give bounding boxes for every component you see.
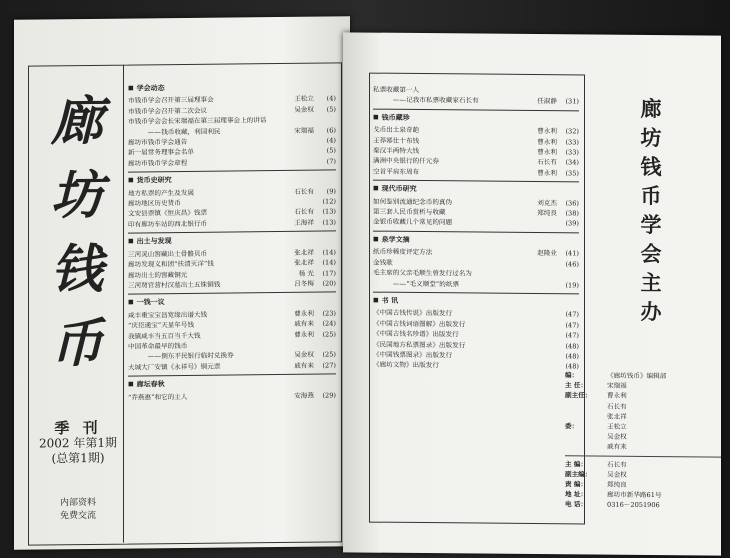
section-title: 货币史研究 (136, 176, 172, 185)
entry-author: 戚有来 (294, 361, 314, 370)
entry-page: (14) (322, 258, 336, 267)
entry-title: 廊坊发现义和团“扶清灭洋”钱 (128, 259, 214, 269)
staff-role: 主 任： (565, 381, 588, 390)
internal-line: 内部资料 (59, 497, 96, 509)
entry-page: (47) (565, 310, 579, 319)
entry-page: (48) (565, 352, 579, 361)
cover-title-char: 币 (50, 313, 105, 375)
entry-author: 赵隆业 (537, 249, 557, 258)
staff-role: 编： (565, 371, 579, 380)
staff-role: 委： (565, 422, 579, 431)
toc-section-heading (373, 108, 579, 124)
entry-title: 金钱歌 (373, 258, 393, 267)
section-title: 廊坛春秋 (136, 380, 165, 389)
entry-title: 《廊坊文物》出版发行 (373, 360, 439, 370)
entry-title: 廊坊市钱币学会通告 (128, 137, 188, 147)
entry-author: 王海祥 (294, 218, 314, 227)
publisher-title (639, 95, 663, 327)
entry-author: 曹永利 (537, 148, 557, 157)
section-mark-icon: ■ (128, 380, 134, 388)
entry-title: 《中国古钱词语图解》出版发行 (373, 319, 466, 329)
publisher-block (595, 95, 711, 328)
toc-section-heading (373, 230, 579, 246)
entry-title: 金银币收藏几个常见的问题 (373, 218, 453, 227)
entry-title: 地方私票的产生及发展 (128, 188, 194, 198)
section-title: 钱币藏珍 (381, 113, 410, 122)
internal-line: 免费交流 (59, 510, 96, 522)
staff-name: 郑纯良 (607, 480, 627, 489)
entry-author: 曹永利 (537, 137, 557, 146)
entry-page: (24) (322, 319, 336, 328)
entry-title: 印有廊坊车站的西北银行币 (128, 219, 208, 229)
left-toc (128, 78, 336, 402)
entry-author: 石长有 (294, 208, 314, 217)
entry-author: 戚有来 (294, 319, 314, 328)
entry-page (557, 86, 579, 97)
entry-author: 吴金权 (294, 350, 314, 360)
entry-page: (33) (565, 148, 579, 157)
season-label: 季 刊 (54, 418, 102, 438)
entry-title: 空首平肩东周布 (373, 167, 420, 176)
staff-row (565, 500, 721, 512)
toc-section-heading (128, 292, 336, 309)
entry-title: 毛主席的父亲毛顺生曾发行过名为 (373, 268, 472, 278)
entry-title: 三河灵山窖藏出土骨骼贝币 (128, 249, 208, 259)
entry-author: 曹永利 (294, 309, 314, 318)
entry-title: 市钱币学会召开第二次会议 (128, 106, 208, 116)
entry-title: 廊坊地区历史货币 (128, 199, 181, 208)
section-title: 泉学文摘 (381, 235, 410, 244)
total-issue-label: (总第1期) (51, 450, 105, 466)
entry-page: (25) (322, 350, 336, 359)
entry-page: (48) (565, 341, 579, 350)
toc-entry (373, 360, 579, 372)
entry-title: 《民国地方私票图录》出版发行 (373, 340, 466, 349)
internal-note (32, 497, 124, 524)
entry-author: 杨 光 (298, 269, 314, 278)
entry-title: 廊坊出土的窖藏铜元 (128, 270, 188, 280)
entry-page: (32) (565, 127, 579, 136)
staff-name: 王松立 (607, 422, 627, 431)
entry-author: 曹永利 (537, 127, 557, 136)
entry-page: (9) (326, 187, 336, 196)
section-mark-icon: ■ (128, 298, 134, 306)
section-title: 书 讯 (381, 296, 399, 305)
staff-role: 副主任： (565, 391, 592, 400)
staff-role (565, 401, 607, 412)
entry-title: 第三套人民币赏析与收藏 (373, 207, 446, 217)
toc-entry (128, 278, 336, 291)
toc-entry (128, 360, 336, 373)
right-page (343, 32, 721, 555)
entry-page: (5) (326, 105, 336, 114)
cover-title-char: 钱 (50, 239, 105, 301)
entry-title: 文安县票镇《恒庆昌》钱票 (128, 209, 208, 219)
entry-title: 大城大厂安镇《永祥号》铜元票 (128, 362, 221, 372)
entry-title: 王莽幂仕十布钱 (373, 136, 420, 145)
left-divider (123, 65, 124, 543)
section-title: 现代币研究 (381, 184, 417, 194)
entry-page: (29) (322, 390, 336, 400)
entry-title: 戈币出土泉奇葩 (373, 125, 420, 135)
staff-role (565, 442, 607, 453)
entry-title: 市钱币学会会长宋瑞福在第三届理事会上的讲话 (128, 116, 267, 126)
staff-name: 曹永利 (607, 392, 627, 401)
entry-page: (35) (565, 169, 579, 178)
entry-title: 纸币珍稀度评定方法 (373, 247, 433, 257)
left-page (14, 16, 350, 550)
entry-page: (39) (565, 219, 579, 228)
toc-entry (373, 217, 579, 229)
entry-title: 咸丰重宝宝昌宽缘出谱大钱 (128, 310, 208, 320)
toc-section-heading (128, 81, 336, 94)
entry-title: “庆臣通宝”天显年号钱 (128, 320, 195, 330)
entry-title: ——钱币收藏，利国利民 (148, 127, 221, 136)
publisher-title-char: 会 (640, 241, 662, 267)
section-mark-icon: ■ (128, 84, 134, 92)
entry-page: (13) (322, 207, 336, 216)
staff-name: 《廊坊钱币》编辑部 (607, 371, 667, 381)
right-toc (373, 85, 579, 373)
staff-role: 主 编： (565, 459, 588, 469)
staff-role: 地 址： (565, 490, 588, 499)
entry-author: 张北祥 (294, 258, 314, 267)
staff-name: 石长有 (607, 460, 627, 469)
entry-page (557, 269, 579, 280)
entry-author: 任淑静 (537, 97, 557, 106)
section-title: 出土与发现 (136, 237, 172, 246)
entry-page: (4) (326, 136, 336, 145)
toc-section-heading (128, 374, 336, 391)
entry-page: (31) (565, 97, 579, 106)
section-mark-icon: ■ (373, 113, 379, 121)
entry-page: (25) (322, 329, 336, 339)
section-title: 一钱一议 (136, 298, 165, 307)
entry-title: ——“毛义顺堂”的纸票 (393, 279, 460, 288)
staff-row (565, 442, 721, 454)
toc-entry (128, 390, 336, 403)
toc-section-heading (128, 170, 336, 187)
toc-entry (128, 156, 336, 169)
staff-role (565, 432, 607, 443)
entry-page: (33) (565, 137, 579, 147)
issue-block (32, 418, 124, 467)
entry-author: 曹永利 (294, 330, 314, 339)
entry-author: 张北祥 (294, 248, 314, 257)
staff-name: 戚有来 (607, 443, 627, 452)
entry-title: 市钱币学会召开第三届理事会 (128, 96, 214, 105)
section-title: 学会动态 (136, 84, 165, 93)
entry-page: (14) (322, 248, 336, 257)
entry-title: 私票收藏第一人 (373, 85, 420, 95)
entry-author: 吴金权 (294, 105, 314, 114)
publisher-title-char: 办 (640, 299, 662, 325)
staff-name: 0316－2051906 (607, 501, 660, 510)
entry-title: 中国革命最早的钱币 (128, 341, 188, 351)
entry-title: “乔燕惠”和它的主人 (128, 392, 188, 402)
entry-title: 满洲中央银行的仟元券 (373, 157, 439, 166)
staff-name: 张北祥 (607, 412, 627, 421)
entry-page: (7) (326, 157, 336, 166)
entry-page: (34) (565, 158, 579, 167)
entry-title: 《中国古钱传说》出版发行 (373, 308, 453, 318)
toc-entry (128, 217, 336, 230)
entry-page: (46) (565, 259, 579, 269)
publisher-title-char: 学 (640, 212, 662, 238)
section-mark-icon: ■ (128, 237, 134, 245)
entry-page: (17) (322, 268, 336, 278)
entry-page: (23) (322, 309, 336, 318)
entry-author: 石长有 (294, 187, 314, 196)
section-mark-icon: ■ (373, 296, 379, 304)
section-mark-icon: ■ (373, 184, 379, 192)
entry-author: 安海燕 (294, 391, 314, 400)
issue-label: 2002 年第1期 (39, 435, 117, 451)
entry-page: (13) (322, 218, 336, 227)
entry-title: 新一届常务理事会名单 (128, 148, 194, 158)
entry-author: 吕冬梅 (294, 279, 314, 288)
entry-page: (20) (322, 279, 336, 288)
toc-section-heading (373, 292, 579, 308)
entry-page (314, 115, 336, 126)
publisher-title-char: 钱 (640, 154, 662, 180)
toc-entry (373, 278, 579, 290)
entry-page: (47) (565, 321, 579, 330)
entry-page (314, 339, 336, 350)
entry-page: (41) (565, 249, 579, 258)
section-mark-icon: ■ (373, 235, 379, 243)
staff-name: 石长有 (607, 402, 627, 411)
entry-author: 宋瑞福 (294, 126, 314, 135)
entry-author: 石长有 (537, 158, 557, 167)
entry-page: (48) (565, 362, 579, 371)
section-mark-icon: ■ (128, 176, 134, 184)
entry-title: ——倒东平民银行临时兑换券 (148, 351, 234, 361)
staff-name: 吴金权 (607, 432, 627, 442)
entry-title: 我镇咸丰当五百当千大钱 (128, 331, 201, 341)
entry-page: (6) (326, 126, 336, 135)
entry-title: 如何鉴别流通纪念币的真伪 (373, 197, 453, 206)
toc-entry (373, 95, 579, 107)
toc-section-heading (128, 231, 336, 248)
entry-page: (27) (322, 361, 336, 370)
entry-title: ——记我市私票收藏家石长有 (393, 96, 479, 105)
publisher-title-char: 币 (640, 183, 662, 209)
entry-author: 王松立 (294, 95, 314, 104)
entry-page: (36) (565, 198, 579, 208)
staff-list (565, 370, 721, 511)
publisher-title-char: 坊 (640, 125, 662, 151)
entry-title: 《中国古钱名珍谱》出版发行 (373, 329, 459, 339)
staff-role: 副主编： (565, 470, 592, 479)
entry-author: 曹永利 (537, 168, 557, 178)
staff-divider (565, 455, 721, 457)
cover-title-char: 坊 (50, 165, 105, 227)
cover-title-char: 廊 (50, 91, 105, 153)
entry-title: 廊坊市钱币学会章程 (128, 158, 188, 168)
entry-page: (4) (326, 94, 336, 103)
toc-section-heading (373, 180, 579, 196)
entry-author: 郑纯良 (537, 209, 557, 218)
publisher-title-char: 主 (640, 270, 662, 296)
entry-title: 《中国钱票图录》出版发行 (373, 350, 453, 360)
entry-page: (38) (565, 209, 579, 218)
entry-page: (12) (322, 197, 336, 206)
staff-role: 责 编： (565, 480, 588, 489)
entry-page: (5) (326, 146, 336, 155)
staff-name: 吴金权 (607, 470, 627, 479)
staff-name: 廊坊市新华路61号 (607, 490, 662, 500)
staff-name: 宋瑞福 (607, 381, 627, 391)
entry-title: 秦汉半两特大钱 (373, 146, 420, 156)
entry-title: 三河贾官营村汉墓出土五铢铜钱 (128, 280, 221, 290)
toc-entry (373, 166, 579, 178)
publisher-title-char: 廊 (640, 96, 662, 122)
staff-role: 电 话： (565, 500, 588, 509)
staff-role (565, 411, 607, 422)
entry-author: 刘克杰 (537, 198, 557, 207)
entry-page: (47) (565, 331, 579, 340)
cover-title (36, 85, 120, 382)
entry-page: (19) (565, 280, 579, 289)
